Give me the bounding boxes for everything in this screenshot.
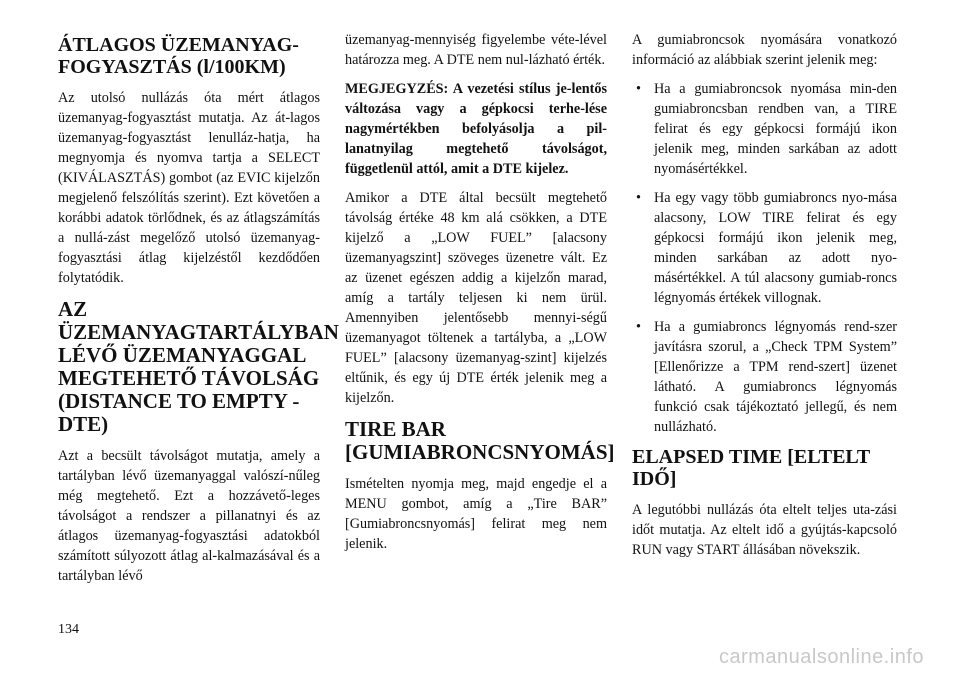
- bullet-icon: •: [636, 190, 641, 206]
- heading-average-fuel-consumption: ÁTLAGOS ÜZEMANYAG-FOGYASZTÁS (l/100KM): [58, 34, 299, 78]
- column-left: [58, 30, 339, 595]
- paragraph-dte-continued: üzemanyag-mennyiség figyelembe véte-lével határozza meg. A DTE nem nul-lázható érték.: [345, 32, 607, 68]
- paragraph-average-fuel-consumption: Az utolsó nullázás óta mért átlagos üzemanyag-fogyasztást mutatja. Az át-lagos üzemanyag-fogyasztást lenulláz-hatja, ha megnyomja és nyomva tartja a SELECT (KIVÁLASZTÁS) gombot (az EVIC kijelzőn megjelenő felszólítás szerint). Ezt követően a korábbi adatok törlődnek, és az átlagszámítás a nullá-zást megelőző utolsó üzemanyag-fogyasztási átlag kijelzéstől kezdődően folytatódik.: [58, 90, 320, 286]
- list-item: [632, 317, 897, 437]
- list-item-text: Ha a gumiabroncs légnyomás rend-szer javításra szorul, a „Check TPM System” [Ellenőrizze a TPM rend-szert] üzenet látható. A gumiabroncs légnyomás funkció csak tájékoztató jellegű, és nem nullázható.: [654, 319, 897, 435]
- list-item: [632, 188, 897, 308]
- heading-distance-to-empty: AZ ÜZEMANYAGTARTÁLYBAN LÉVŐ ÜZEMANYAGGAL MEGTEHETŐ TÁVOLSÁG (DISTANCE TO EMPTY - DTE): [58, 297, 339, 436]
- paragraph-tire-info-intro: A gumiabroncsok nyomására vonatkozó információ az alábbiak szerint jelenik meg:: [632, 32, 897, 68]
- column-middle: [345, 30, 615, 563]
- paragraph-elapsed-time: A legutóbbi nullázás óta eltelt teljes uta-zási időt mutatja. Az eltelt idő a gyújtás-kapcsoló RUN vagy START állásában növekszik.: [632, 502, 897, 558]
- bullet-icon: •: [636, 81, 641, 97]
- list-item-text: Ha a gumiabroncsok nyomása min-den gumiabroncsban rendben van, a TIRE felirat és egy gépkocsi formájú ikon jelenik meg, minden sarkában az adott nyomásértékkel.: [654, 81, 897, 177]
- paragraph-tire-bar: Ismételten nyomja meg, majd engedje el a MENU gombot, amíg a „Tire BAR” [Gumiabroncsnyomás] felirat meg nem jelenik.: [345, 476, 607, 552]
- tire-info-list: [632, 79, 897, 437]
- paragraph-distance-to-empty: Azt a becsült távolságot mutatja, amely a tartályban lévő üzemanyaggal valószí-nűleg még megtehető. Ezt a hozzávető-leges távolságot a rendszer a pillanatnyi és az átlagos üzemanyag-fogyasztási adatokból számított súlyozott átlag al-kalmazásával és a tartályban lévő: [58, 448, 320, 584]
- list-item: [632, 79, 897, 179]
- heading-tire-bar: TIRE BAR [GUMIABRONCSNYOMÁS]: [345, 417, 615, 464]
- list-item-text: Ha egy vagy több gumiabroncs nyo-mása alacsony, LOW TIRE felirat és egy gépkocsi formájú ikon jelenik meg, minden sarkában az adott nyo-másértékkel. A túl alacsony gumiab-roncs légnyomás értékek villognak.: [654, 190, 897, 306]
- note-driving-style: MEGJEGYZÉS: A vezetési stílus je-lentős változása vagy a gépkocsi terhe-lése nagymértékben befolyásolja a pil-lanatnyilag megtehető távolságot, függetlenül attól, amit a DTE kijelez.: [345, 81, 607, 177]
- watermark: carmanualsonline.info: [718, 646, 924, 668]
- paragraph-low-fuel: Amikor a DTE által becsült megtehető távolság értéke 48 km alá csökken, a DTE kijelző a „LOW FUEL” [alacsony üzemanyagszint] szöveges üzenetre vált. Ez az üzenet egészen addig a kijelzőn marad, amíg a tartály teljesen ki nem ürül. Amennyiben jelentősebb mennyi-ségű üzemanyagot töltenek a tartályba, a „LOW FUEL” [alacsony üzemanyag-szint] kijelzés eltűnik, és egy új DTE érték jelenik meg a kijelzőn.: [345, 190, 607, 406]
- bullet-icon: •: [636, 319, 641, 335]
- column-right: [632, 30, 897, 569]
- heading-elapsed-time: ELAPSED TIME [ELTELT IDŐ]: [632, 446, 870, 490]
- page-number: 134: [58, 622, 79, 637]
